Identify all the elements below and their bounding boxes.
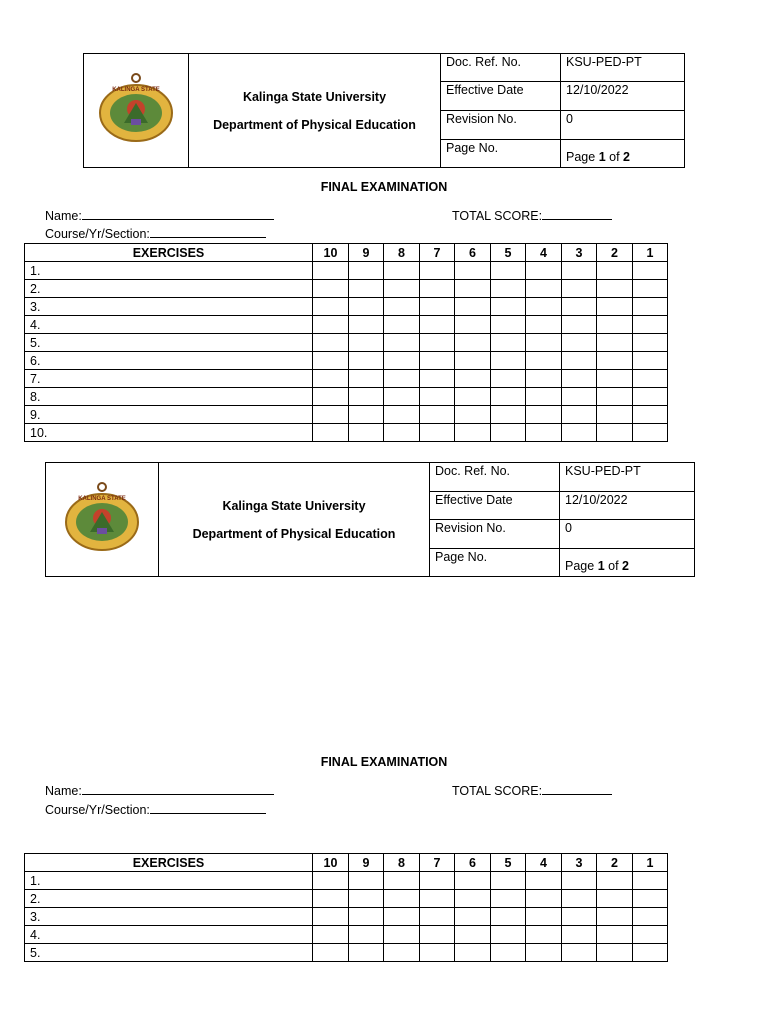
exercise-number: 2. [25, 280, 313, 298]
score-cell[interactable] [526, 872, 562, 890]
name-label: Name: [45, 209, 82, 223]
doc-ref-label: Doc. Ref. No. [430, 463, 560, 492]
exercise-number: 5. [25, 334, 313, 352]
score-cell[interactable] [455, 370, 491, 388]
score-cell[interactable] [491, 406, 526, 424]
score-cell[interactable] [349, 926, 384, 944]
score-cell[interactable] [526, 316, 562, 334]
exercise-number: 10. [25, 424, 313, 442]
score-col-header: 9 [349, 854, 384, 872]
score-cell[interactable] [597, 406, 633, 424]
score-cell[interactable] [420, 872, 455, 890]
revision-value: 0 [560, 520, 695, 549]
score-cell[interactable] [455, 890, 491, 908]
revision-label: Revision No. [430, 520, 560, 549]
course-blank[interactable] [150, 802, 266, 814]
university-seal-icon [62, 482, 142, 554]
score-cell[interactable] [384, 908, 420, 926]
score-cell[interactable] [562, 406, 597, 424]
score-cell[interactable] [349, 316, 384, 334]
score-cell[interactable] [384, 352, 420, 370]
table-row [25, 262, 668, 280]
table-row [25, 926, 668, 944]
document-header-1 [83, 53, 685, 168]
score-cell[interactable] [455, 298, 491, 316]
document-header-2 [45, 462, 695, 577]
score-cell[interactable] [491, 890, 526, 908]
score-cell[interactable] [491, 370, 526, 388]
score-cell[interactable] [420, 352, 455, 370]
score-cell[interactable] [349, 908, 384, 926]
score-cell[interactable] [313, 908, 349, 926]
total-score-label: TOTAL SCORE: [452, 784, 543, 798]
name-line-1 [45, 208, 274, 223]
name-blank[interactable] [82, 208, 274, 220]
score-cell[interactable] [420, 262, 455, 280]
score-cell[interactable] [349, 334, 384, 352]
total-score-blank[interactable] [542, 783, 612, 795]
table-row [25, 908, 668, 926]
score-cell[interactable] [562, 262, 597, 280]
score-cell[interactable] [313, 406, 349, 424]
table-row [25, 280, 668, 298]
score-cell[interactable] [420, 280, 455, 298]
score-cell[interactable] [633, 370, 668, 388]
score-cell[interactable] [526, 262, 562, 280]
score-col-header: 1 [633, 244, 668, 262]
score-cell[interactable] [562, 334, 597, 352]
exercises-header: EXERCISES [25, 854, 313, 872]
score-cell[interactable] [597, 262, 633, 280]
score-col-header: 3 [562, 244, 597, 262]
score-cell[interactable] [633, 424, 668, 442]
score-cell[interactable] [455, 926, 491, 944]
score-cell[interactable] [313, 872, 349, 890]
table-row [25, 298, 668, 316]
score-col-header: 4 [526, 854, 562, 872]
score-cell[interactable] [491, 872, 526, 890]
score-cell[interactable] [349, 406, 384, 424]
score-col-header: 6 [455, 854, 491, 872]
score-cell[interactable] [597, 316, 633, 334]
score-cell[interactable] [597, 926, 633, 944]
score-col-header: 7 [420, 854, 455, 872]
score-cell[interactable] [562, 926, 597, 944]
score-cell[interactable] [526, 944, 562, 962]
score-cell[interactable] [349, 352, 384, 370]
university-seal [84, 54, 189, 168]
institution-block [159, 463, 430, 577]
exercise-number: 3. [25, 298, 313, 316]
score-cell[interactable] [562, 424, 597, 442]
table-header-row [25, 854, 668, 872]
exercise-number: 3. [25, 908, 313, 926]
exercise-number: 1. [25, 262, 313, 280]
svg-text:KALINGA STATE: KALINGA STATE [112, 87, 160, 93]
score-cell[interactable] [526, 908, 562, 926]
course-line-2 [45, 802, 266, 817]
university-name: Kalinga State University [222, 498, 366, 513]
score-cell[interactable] [491, 424, 526, 442]
score-cell[interactable] [455, 908, 491, 926]
score-cell[interactable] [349, 262, 384, 280]
score-cell[interactable] [349, 944, 384, 962]
score-cell[interactable] [349, 280, 384, 298]
score-cell[interactable] [384, 334, 420, 352]
score-cell[interactable] [384, 298, 420, 316]
score-cell[interactable] [597, 908, 633, 926]
score-cell[interactable] [526, 298, 562, 316]
score-cell[interactable] [313, 298, 349, 316]
table-header-row [25, 244, 668, 262]
score-cell[interactable] [491, 944, 526, 962]
score-cell[interactable] [597, 890, 633, 908]
score-cell[interactable] [420, 908, 455, 926]
score-cell[interactable] [313, 388, 349, 406]
course-blank[interactable] [150, 226, 266, 238]
score-cell[interactable] [597, 944, 633, 962]
score-cell[interactable] [455, 262, 491, 280]
revision-label: Revision No. [441, 111, 561, 140]
score-cell[interactable] [349, 872, 384, 890]
score-cell[interactable] [491, 388, 526, 406]
score-cell[interactable] [597, 298, 633, 316]
exercise-number: 7. [25, 370, 313, 388]
score-cell[interactable] [455, 424, 491, 442]
score-col-header: 5 [491, 244, 526, 262]
score-cell[interactable] [491, 926, 526, 944]
score-cell[interactable] [455, 280, 491, 298]
effective-date-label: Effective Date [441, 82, 561, 111]
score-cell[interactable] [597, 370, 633, 388]
table-row [25, 424, 668, 442]
effective-date-label: Effective Date [430, 492, 560, 520]
score-cell[interactable] [526, 334, 562, 352]
score-cell[interactable] [597, 424, 633, 442]
table-row [25, 316, 668, 334]
score-cell[interactable] [633, 872, 668, 890]
doc-ref-label: Doc. Ref. No. [441, 54, 561, 82]
score-cell[interactable] [420, 406, 455, 424]
score-cell[interactable] [491, 908, 526, 926]
score-cell[interactable] [420, 316, 455, 334]
exam-title-1: FINAL EXAMINATION [320, 180, 448, 194]
score-cell[interactable] [633, 926, 668, 944]
score-cell[interactable] [349, 370, 384, 388]
score-cell[interactable] [526, 424, 562, 442]
score-cell[interactable] [384, 370, 420, 388]
score-cell[interactable] [349, 298, 384, 316]
effective-date-value: 12/10/2022 [561, 82, 685, 111]
score-cell[interactable] [455, 406, 491, 424]
score-cell[interactable] [313, 424, 349, 442]
exercise-number: 4. [25, 316, 313, 334]
score-col-header: 2 [597, 244, 633, 262]
score-cell[interactable] [313, 280, 349, 298]
score-cell[interactable] [526, 406, 562, 424]
total-score-line-1 [452, 208, 612, 223]
doc-ref-value: KSU-PED-PT [561, 54, 685, 82]
exercise-number: 5. [25, 944, 313, 962]
revision-value: 0 [561, 111, 685, 140]
score-cell[interactable] [562, 388, 597, 406]
table-row [25, 406, 668, 424]
exercise-number: 4. [25, 926, 313, 944]
score-cell[interactable] [455, 316, 491, 334]
score-cell[interactable] [313, 352, 349, 370]
score-cell[interactable] [562, 352, 597, 370]
score-cell[interactable] [313, 334, 349, 352]
score-cell[interactable] [384, 406, 420, 424]
university-seal [46, 463, 159, 577]
score-cell[interactable] [349, 388, 384, 406]
score-cell[interactable] [313, 944, 349, 962]
university-seal-icon [96, 73, 176, 145]
score-cell[interactable] [491, 334, 526, 352]
page-no-label: Page No. [430, 549, 560, 577]
score-col-header: 6 [455, 244, 491, 262]
exercises-header: EXERCISES [25, 244, 313, 262]
score-cell[interactable] [633, 388, 668, 406]
score-cell[interactable] [633, 262, 668, 280]
score-cell[interactable] [455, 388, 491, 406]
score-cell[interactable] [349, 424, 384, 442]
score-cell[interactable] [562, 890, 597, 908]
score-cell[interactable] [526, 926, 562, 944]
page-no-value: Page 1 of 2 [560, 549, 695, 577]
score-cell[interactable] [633, 352, 668, 370]
score-cell[interactable] [562, 316, 597, 334]
score-cell[interactable] [633, 298, 668, 316]
score-cell[interactable] [384, 872, 420, 890]
score-cell[interactable] [455, 352, 491, 370]
score-cell[interactable] [633, 280, 668, 298]
score-cell[interactable] [420, 926, 455, 944]
score-cell[interactable] [491, 262, 526, 280]
score-col-header: 8 [384, 244, 420, 262]
svg-text:KALINGA STATE: KALINGA STATE [78, 496, 126, 502]
score-cell[interactable] [313, 926, 349, 944]
score-col-header: 10 [313, 854, 349, 872]
score-cell[interactable] [491, 316, 526, 334]
score-cell[interactable] [562, 280, 597, 298]
name-blank[interactable] [82, 783, 274, 795]
score-cell[interactable] [633, 334, 668, 352]
score-cell[interactable] [455, 334, 491, 352]
score-cell[interactable] [349, 890, 384, 908]
table-row [25, 352, 668, 370]
score-cell[interactable] [562, 370, 597, 388]
score-cell[interactable] [633, 944, 668, 962]
score-col-header: 10 [313, 244, 349, 262]
table-row [25, 370, 668, 388]
page-no-label: Page No. [441, 140, 561, 168]
total-score-line-2 [452, 783, 612, 798]
course-label: Course/Yr/Section: [45, 227, 150, 241]
score-col-header: 1 [633, 854, 668, 872]
table-row [25, 388, 668, 406]
table-row [25, 334, 668, 352]
score-cell[interactable] [562, 872, 597, 890]
score-cell[interactable] [491, 280, 526, 298]
score-cell[interactable] [420, 370, 455, 388]
exercise-number: 2. [25, 890, 313, 908]
score-cell[interactable] [633, 890, 668, 908]
score-cell[interactable] [420, 388, 455, 406]
score-col-header: 4 [526, 244, 562, 262]
score-cell[interactable] [526, 280, 562, 298]
course-label: Course/Yr/Section: [45, 803, 150, 817]
score-cell[interactable] [597, 352, 633, 370]
exercise-number: 1. [25, 872, 313, 890]
name-label: Name: [45, 784, 82, 798]
score-cell[interactable] [420, 334, 455, 352]
score-cell[interactable] [313, 262, 349, 280]
score-cell[interactable] [597, 872, 633, 890]
score-cell[interactable] [313, 316, 349, 334]
score-cell[interactable] [420, 890, 455, 908]
score-cell[interactable] [384, 944, 420, 962]
score-cell[interactable] [384, 424, 420, 442]
score-cell[interactable] [384, 890, 420, 908]
table-row [25, 944, 668, 962]
university-name: Kalinga State University [242, 89, 387, 104]
exercise-number: 8. [25, 388, 313, 406]
score-col-header: 7 [420, 244, 455, 262]
score-cell[interactable] [384, 926, 420, 944]
score-cell[interactable] [313, 370, 349, 388]
total-score-label: TOTAL SCORE: [452, 209, 543, 223]
score-cell[interactable] [526, 890, 562, 908]
score-cell[interactable] [526, 370, 562, 388]
score-col-header: 8 [384, 854, 420, 872]
score-cell[interactable] [384, 316, 420, 334]
score-col-header: 3 [562, 854, 597, 872]
score-cell[interactable] [420, 944, 455, 962]
exercise-number: 9. [25, 406, 313, 424]
score-cell[interactable] [526, 352, 562, 370]
score-cell[interactable] [313, 890, 349, 908]
score-cell[interactable] [526, 388, 562, 406]
effective-date-value: 12/10/2022 [560, 492, 695, 520]
page-no-value: Page 1 of 2 [561, 140, 685, 168]
score-cell[interactable] [491, 352, 526, 370]
score-cell[interactable] [491, 298, 526, 316]
score-col-header: 9 [349, 244, 384, 262]
score-cell[interactable] [562, 908, 597, 926]
score-cell[interactable] [562, 298, 597, 316]
institution-block [189, 54, 441, 168]
score-cell[interactable] [597, 388, 633, 406]
table-row [25, 890, 668, 908]
score-cell[interactable] [633, 908, 668, 926]
name-line-2 [45, 783, 274, 798]
score-cell[interactable] [455, 944, 491, 962]
score-cell[interactable] [597, 334, 633, 352]
score-cell[interactable] [420, 298, 455, 316]
score-cell[interactable] [384, 262, 420, 280]
department-name: Department of Physical Education [213, 117, 416, 132]
score-cell[interactable] [562, 944, 597, 962]
score-table-1 [24, 243, 668, 442]
course-line-1 [45, 226, 266, 241]
table-row [25, 872, 668, 890]
score-cell[interactable] [384, 388, 420, 406]
total-score-blank[interactable] [542, 208, 612, 220]
score-cell[interactable] [597, 280, 633, 298]
score-cell[interactable] [633, 406, 668, 424]
exercise-number: 6. [25, 352, 313, 370]
score-cell[interactable] [384, 280, 420, 298]
score-col-header: 5 [491, 854, 526, 872]
score-table-2 [24, 853, 668, 962]
score-cell[interactable] [455, 872, 491, 890]
exam-title-2: FINAL EXAMINATION [320, 755, 448, 769]
doc-ref-value: KSU-PED-PT [560, 463, 695, 492]
department-name: Department of Physical Education [192, 526, 396, 541]
score-cell[interactable] [633, 316, 668, 334]
score-col-header: 2 [597, 854, 633, 872]
score-cell[interactable] [420, 424, 455, 442]
